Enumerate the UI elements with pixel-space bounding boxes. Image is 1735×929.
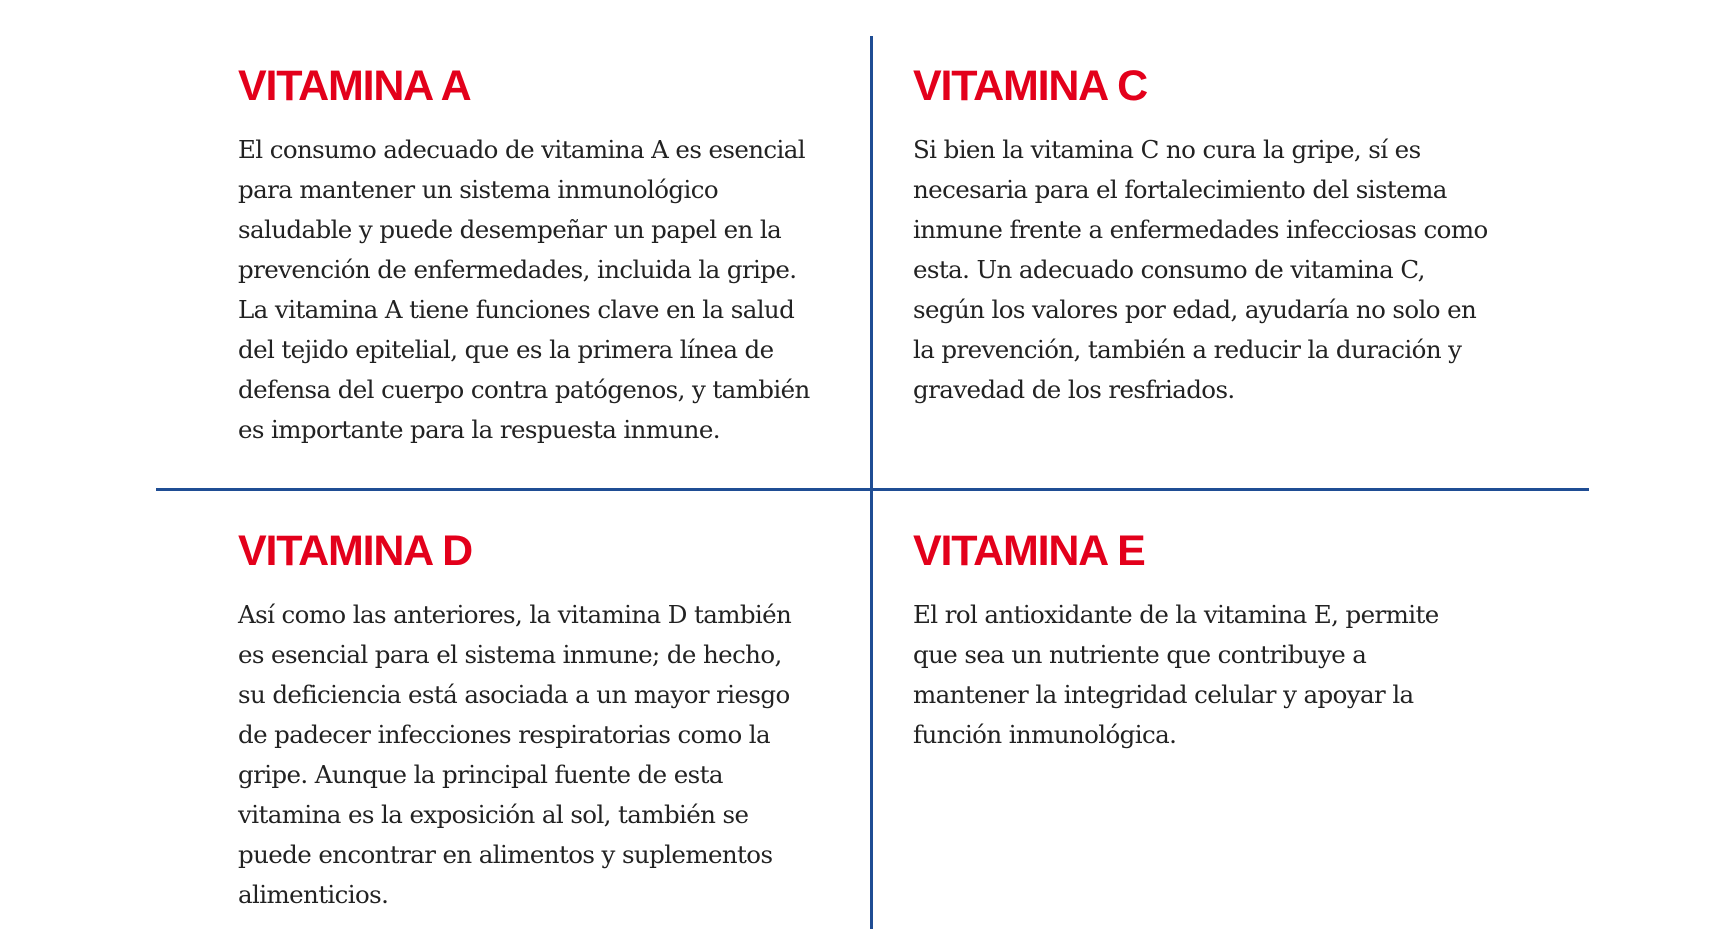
vertical-divider [870, 36, 873, 929]
body-line: del tejido epitelial, que es la primera línea de [238, 335, 774, 364]
body-line: según los valores por edad, ayudaría no solo en [913, 295, 1477, 324]
body-line: El rol antioxidante de la vitamina E, permite [913, 600, 1439, 629]
body-line: es importante para la respuesta inmune. [238, 415, 720, 444]
body-line: es esencial para el sistema inmune; de hecho, [238, 640, 782, 669]
section-body [238, 595, 828, 915]
section-vitamina-d [238, 527, 828, 915]
horizontal-divider [156, 488, 1589, 491]
body-line: función inmunológica. [913, 720, 1177, 749]
body-line: prevención de enfermedades, incluida la gripe. [238, 255, 797, 284]
body-line: La vitamina A tiene funciones clave en la salud [238, 295, 795, 324]
body-line: gripe. Aunque la principal fuente de esta [238, 760, 723, 789]
section-body [913, 130, 1503, 410]
body-line: alimenticios. [238, 880, 389, 909]
section-title: VITAMINA E [913, 527, 1145, 575]
section-vitamina-a [238, 62, 828, 450]
body-line: su deficiencia está asociada a un mayor riesgo [238, 680, 790, 709]
body-line: El consumo adecuado de vitamina A es esencial [238, 135, 806, 164]
body-line: necesaria para el fortalecimiento del sistema [913, 175, 1447, 204]
body-line: Si bien la vitamina C no cura la gripe, sí es [913, 135, 1421, 164]
body-line: saludable y puede desempeñar un papel en la [238, 215, 782, 244]
body-line: vitamina es la exposición al sol, también se [238, 800, 749, 829]
body-line: Así como las anteriores, la vitamina D también [238, 600, 792, 629]
section-title: VITAMINA C [913, 62, 1148, 110]
section-title: VITAMINA A [238, 62, 471, 110]
section-body [913, 595, 1503, 755]
body-line: de padecer infecciones respiratorias como la [238, 720, 771, 749]
section-body [238, 130, 828, 450]
body-line: mantener la integridad celular y apoyar la [913, 680, 1414, 709]
body-line: puede encontrar en alimentos y suplementos [238, 840, 773, 869]
section-vitamina-e [913, 527, 1503, 755]
body-line: esta. Un adecuado consumo de vitamina C, [913, 255, 1425, 284]
section-title: VITAMINA D [238, 527, 473, 575]
body-line: defensa del cuerpo contra patógenos, y también [238, 375, 810, 404]
body-line: gravedad de los resfriados. [913, 375, 1235, 404]
body-line: que sea un nutriente que contribuye a [913, 640, 1367, 669]
body-line: para mantener un sistema inmunológico [238, 175, 718, 204]
body-line: inmune frente a enfermedades infecciosas como [913, 215, 1488, 244]
body-line: la prevención, también a reducir la duración y [913, 335, 1462, 364]
section-vitamina-c [913, 62, 1503, 410]
